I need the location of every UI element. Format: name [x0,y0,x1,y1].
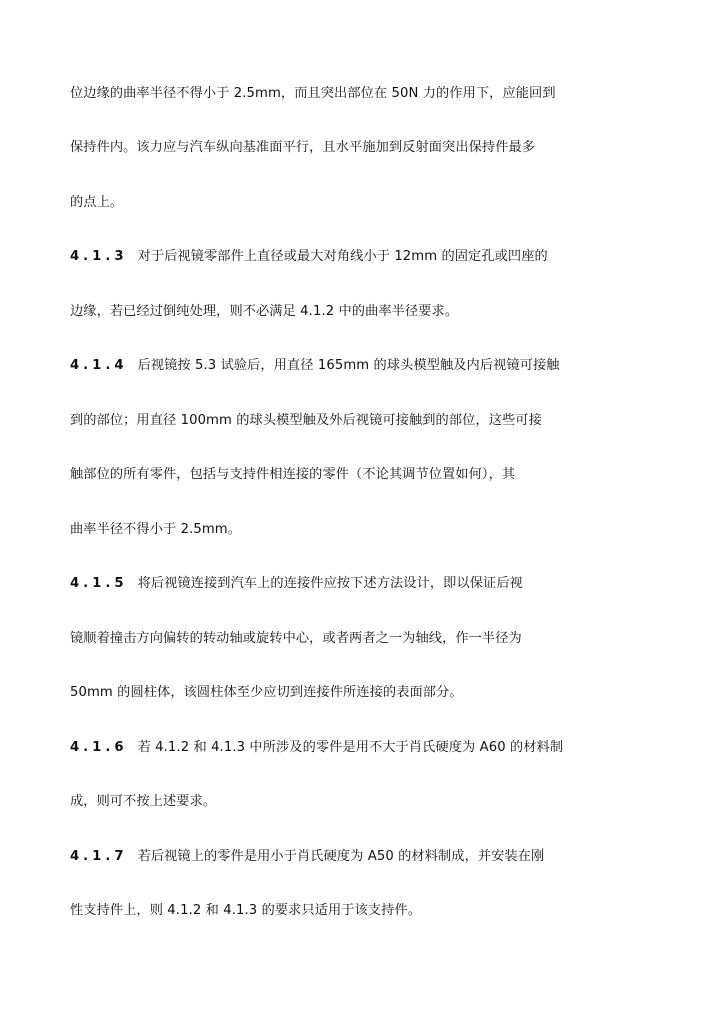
line-text: 后视镜按 5.3 试验后，用直径 165mm 的球头模型触及内后视镜可接触 [137,358,560,373]
clause-number: 4.1.7 [70,849,128,864]
text-line [70,466,515,484]
text-line [70,412,542,430]
line-text: 镜顺着撞击方向偏转的转动轴或旋转中心，或者两者之一为轴线，作一半径为 [70,631,522,646]
line-text: 50mm 的圆柱体，该圆柱体至少应切到连接件所连接的表面部分。 [70,685,463,700]
line-text: 位边缘的曲率半径不得小于 2.5mm，而且突出部位在 50N 力的作用下，应能回到 [70,86,556,101]
text-line [70,139,535,157]
text-line [70,684,463,702]
line-text: 成，则可不按上述要求。 [70,794,217,809]
clause-number: 4.1.4 [70,358,128,373]
clause-number: 4.1.3 [70,249,128,264]
line-text: 到的部位；用直径 100mm 的球头模型触及外后视镜可接触到的部位，这些可接 [70,413,542,428]
text-line [70,739,563,757]
clause-number: 4.1.6 [70,740,128,755]
line-text: 保持件内。该力应与汽车纵向基准面平行，且水平施加到反射面突出保持件最多 [70,140,536,155]
line-text: 性支持件上，则 4.1.2 和 4.1.3 的要求只适用于该支持件。 [70,903,422,918]
clause-number: 4.1.5 [70,576,128,591]
line-text: 曲率半径不得小于 2.5mm。 [70,522,242,537]
text-line [70,194,123,212]
text-line [70,521,241,539]
text-line [70,85,556,103]
text-line [70,357,560,375]
text-line [70,575,523,593]
line-text: 触部位的所有零件，包括与支持件相连接的零件（不论其调节位置如何），其 [70,467,516,482]
line-text: 的点上。 [70,195,124,210]
line-text: 边缘，若已经过倒纯处理，则不必满足 4.1.2 中的曲率半径要求。 [70,304,459,319]
line-text: 将后视镜连接到汽车上的连接件应按下述方法设计，即以保证后视 [137,576,523,591]
text-line [70,303,458,321]
line-text: 若 4.1.2 和 4.1.3 中所涉及的零件是用不大于肖氏硬度为 A60 的材料制 [137,740,564,755]
line-text: 对于后视镜零部件上直径或最大对角线小于 12mm 的固定孔或凹座的 [137,249,548,264]
text-line [70,793,216,811]
text-line [70,248,548,266]
text-line [70,848,544,866]
text-line [70,902,421,920]
line-text: 若后视镜上的零件是用小于肖氏硬度为 A50 的材料制成，并安装在刚 [137,849,545,864]
text-line [70,630,522,648]
